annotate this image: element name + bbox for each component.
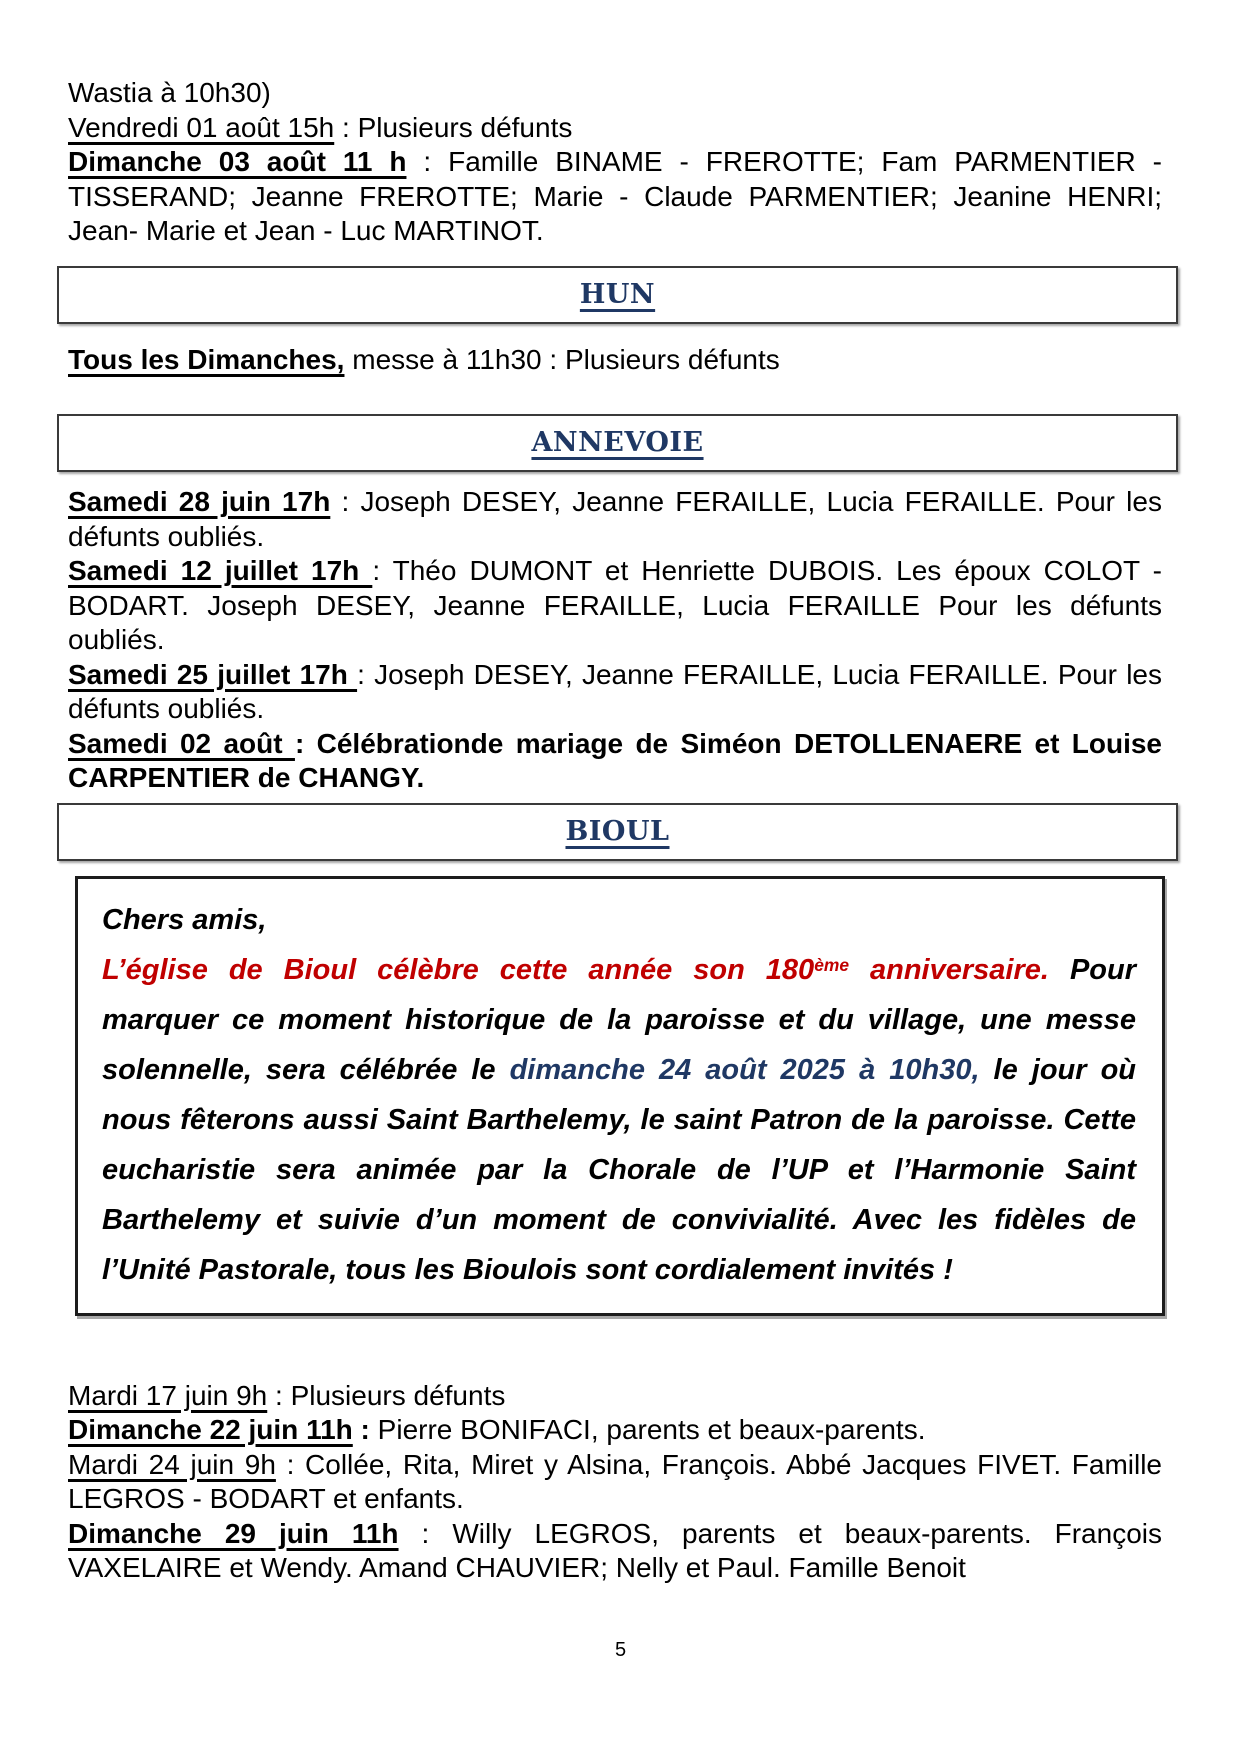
entry-intentions: Pierre BONIFACI, parents et beaux-parents. <box>377 1414 926 1445</box>
section-title-annevoie: ANNEVOIE <box>531 427 704 458</box>
notice-red-text-end: anniversaire. <box>849 953 1049 986</box>
page-number: 5 <box>614 1639 627 1661</box>
greeting-text: Chers amis, <box>102 903 267 936</box>
entry-intentions: : Théo DUMONT et Henriette DUBOIS. Les époux COLOT - BODART. Joseph DESEY, Jeanne FERAILLE, Lucia FERAILLE Pour les défunts oubliés. <box>68 555 1162 655</box>
entry-date: Tous les Dimanches, <box>68 343 345 375</box>
notice-ordinal-superscript: ème <box>814 954 849 975</box>
entry-date: Samedi 28 juin 17h <box>68 486 331 517</box>
entry-intentions: : Joseph DESEY, Jeanne FERAILLE, Lucia FERAILLE. Pour les défunts oubliés. <box>68 486 1162 552</box>
mass-entry-tous-les-dimanches <box>68 343 1162 378</box>
entry-intentions: : Célébrationde mariage de Siméon DETOLLENAERE et Louise CARPENTIER de CHANGY. <box>68 727 1162 793</box>
annevoie-entries <box>68 485 1162 796</box>
entry-date: Dimanche 22 juin 11h <box>68 1414 353 1445</box>
mass-entry-samedi-12-juillet <box>68 554 1162 658</box>
mass-entry-samedi-25-juillet <box>68 658 1162 727</box>
entry-intentions: : Collée, Rita, Miret y Alsina, François. Abbé Jacques FIVET. Famille LEGROS - BODART et enfants. <box>68 1448 1163 1514</box>
intro-continuation-line <box>68 76 1162 111</box>
mass-entry-samedi-02-aout <box>68 727 1162 796</box>
entry-date: Mardi 24 juin 9h <box>68 1448 276 1480</box>
bioul-entries <box>68 1379 1162 1586</box>
entry-intentions: messe à 11h30 : Plusieurs défunts <box>344 343 780 375</box>
mass-entry-dimanche-29-juin <box>68 1517 1162 1586</box>
entry-separator: : <box>352 1414 378 1445</box>
section-header-hun <box>57 266 1178 324</box>
mass-entry-samedi-28-juin <box>68 485 1162 554</box>
section-title-hun: HUN <box>579 278 656 310</box>
notice-black-text: Pour marquer ce moment historique de la paroisse et du village, une messe solennelle, sera célébrée le <box>102 953 1137 1086</box>
entry-intentions: : Joseph DESEY, Jeanne FERAILLE, Lucia FERAILLE. Pour les défunts oubliés. <box>68 658 1162 724</box>
entry-date: Samedi 25 juillet 17h <box>68 658 358 690</box>
notice-black-text-end: le jour où nous fêterons aussi Saint Barthelemy, le saint Patron de la paroisse. Cette eucharistie sera animée par la Chorale de l’UP et l’Harmonie Saint Barthelemy et suivie d’un moment de convivialité. Avec les fidèles de l’Unité Pastorale, tous les Bioulois sont cordialement invités ! <box>102 1053 1136 1286</box>
section-title-bioul: BIOUL <box>565 815 670 847</box>
section-header-bioul <box>57 803 1178 861</box>
mass-entry-mardi-24-juin <box>68 1448 1162 1517</box>
notice-red-text: L’église de Bioul célèbre cette année son 180 <box>102 953 815 986</box>
mass-entry-dimanche-03-aout <box>68 145 1162 249</box>
mass-entry-dimanche-22-juin <box>68 1413 1162 1448</box>
entry-intentions: : Plusieurs défunts <box>267 1379 506 1411</box>
intro-section <box>68 76 1162 249</box>
entry-date: Samedi 02 août <box>68 727 295 759</box>
entry-date: Mardi 17 juin 9h <box>68 1379 268 1411</box>
entry-intentions: : Famille BINAME - FREROTTE; Fam PARMENTIER - TISSERAND; Jeanne FREROTTE; Marie - Claude PARMENTIER; Jeanine HENRI; Jean- Marie et Jean - Luc MARTINOT. <box>68 146 1163 246</box>
notice-date-highlight: dimanche 24 août 2025 à 10h30, <box>509 1053 980 1086</box>
entry-date: Samedi 12 juillet 17h <box>68 555 373 586</box>
entry-date: Vendredi 01 août 15h <box>68 111 335 143</box>
notice-body <box>102 945 1136 1295</box>
entry-date: Dimanche 29 juin 11h <box>68 1517 399 1549</box>
entry-intentions: : Plusieurs défunts <box>334 111 573 143</box>
entry-intentions: : Willy LEGROS, parents et beaux-parents. François VAXELAIRE et Wendy. Amand CHAUVIER; Nelly et Paul. Famille Benoit <box>68 1517 1162 1583</box>
mass-entry-vendredi-01-aout <box>68 111 1162 146</box>
entry-date: Dimanche 03 août 11 h <box>68 146 407 177</box>
bioul-anniversary-notice <box>75 876 1165 1316</box>
intro-text: Wastia à 10h30) <box>68 77 271 108</box>
section-header-annevoie <box>57 414 1178 472</box>
notice-greeting <box>102 895 1136 945</box>
mass-entry-mardi-17-juin <box>68 1379 1162 1414</box>
